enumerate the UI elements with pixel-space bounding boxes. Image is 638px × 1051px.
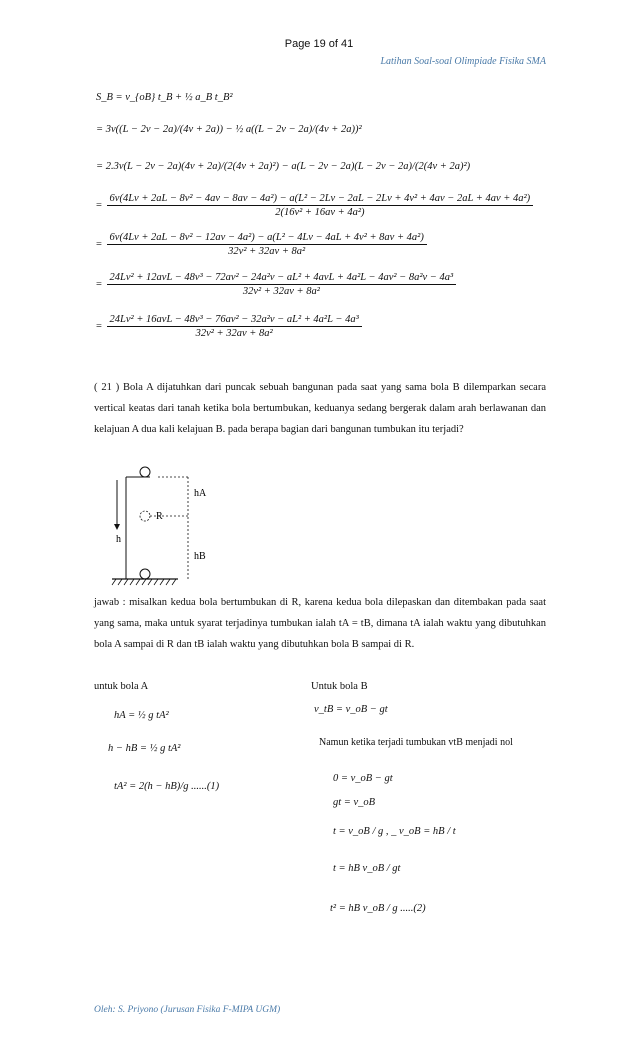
equation-line-4-fraction: 6v(4Lv + 2aL − 8v² − 12av − 4a²) − a(L² − 4Lv − 4aL + 4v² + 8av + 4a²) 32v² + 32av + 8a² (107, 232, 427, 257)
ground-hatching (112, 579, 176, 585)
height-arrow-head (114, 524, 120, 530)
page-footer: Oleh: S. Priyono (Jurusan Fisika F-MIPA UGM) (94, 1005, 281, 1015)
label-r: R (156, 511, 163, 522)
col-b-eq1: v_tB = v_oB − gt (314, 704, 388, 715)
col-a-eq2: h − hB = ½ g tA² (108, 743, 181, 754)
label-ha: hA (194, 488, 207, 499)
ball-collision-position (140, 511, 150, 521)
equation-line-3-fraction: 6v(4Lv + 2aL − 8v² − 4av − 8av − 4a²) − a(L² − 2Lv − 2aL − 2Lv + 4v² + 4av − 2aL + 4av + 4a²) 2(16v² + 16av + 4a²) (107, 193, 534, 218)
equation-line-3: = 6v(4Lv + 2aL − 8v² − 4av − 8av − 4a²) − a(L² − 2Lv − 2aL − 2Lv + 4v² + 4av − 2aL + 4av + 4a²) 2(16v² + 16av + 4a²) (96, 193, 535, 218)
label-h: h (116, 534, 121, 545)
problem-21-text: ( 21 ) Bola A dijatuhkan dari puncak sebuah bangunan pada saat yang sama bola B dilemparkan secara vertical keatas dari tanah ketika bola bertumbukan, keduanya sedang bergerak dalam arah berlawanan dan kelajuan A dua kali kelajuan B. pada berapa bagian dari bangunan tumbukan itu terjadi? (94, 382, 546, 435)
col-b-eq2: 0 = v_oB − gt (333, 773, 393, 784)
col-a-eq3: tA² = 2(h − hB)/g ......(1) (114, 781, 220, 792)
col-a-eq1: hA = ½ g tA² (114, 710, 169, 721)
equation-line-6-fraction: $\frac{\text{24Lv² + 16avL − 48v³ − 76av² − 32a²v − aL² + 4a²L − 4a³}}{\text{32v² + 32av + 8a²}}$ (107, 314, 362, 339)
ball-a (140, 467, 150, 477)
ball-b (140, 569, 150, 579)
col-b-eq6: t² = hB v_oB / g .....(2) (330, 903, 426, 914)
equation-line-5: = 24Lv² + 12avL − 48v³ − 72av² − 24a²v − aL² + 4avL + 4a²L − 4av² − 8a²v − 4a³ 32v² + 32av + 8a² (96, 272, 458, 297)
equation-sb-definition: S_B = v_{oB} t_B + ½ a_B t_B² (96, 92, 233, 103)
equation-line-2: = 2.3v(L − 2v − 2a)(4v + 2a)/(2(4v + 2a)²) − a(L − 2v − 2a)(L − 2v − 2a)/(2(4v + 2a)²) (96, 161, 471, 172)
page-header: Page 19 of 41 (284, 38, 354, 50)
col-b-note: Namun ketika terjadi tumbukan vtB menjadi nol (319, 737, 513, 748)
equation-line-1: = 3v((L − 2v − 2a)/(4v + 2a)) − ½ a((L − 2v − 2a)/(4v + 2a))² (96, 124, 362, 135)
col-b-eq5: t = hB v_oB / gt (333, 863, 401, 874)
label-hb: hB (194, 551, 206, 562)
equation-line-6: = $\frac{\text{24Lv² + 16avL − 48v³ − 76av² − 32a²v − aL² + 4a²L − 4a³}}{\text{32v² + 32av + 8a²}}$ (96, 314, 364, 339)
building-collision-figure (108, 466, 218, 591)
col-b-eq3: gt = v_oB (333, 797, 376, 808)
col-b-eq4: t = v_oB / g , _ v_oB = hB / t (333, 826, 456, 837)
col-a-title: untuk bola A (94, 681, 149, 692)
answer-text: jawab : misalkan kedua bola bertumbukan di R, karena kedua bola dilepaskan dan ditembakan pada saat yang sama, maka untuk syarat terjadinya tumbukan ialah tA = tB, dimana tA ialah waktu yang dibutuhkan bola A sampai di R dan tB ialah waktu yang dibutuhkan bola B sampai di R. (94, 597, 546, 650)
equation-line-5-fraction: 24Lv² + 12avL − 48v³ − 72av² − 24a²v − aL² + 4avL + 4a²L − 4av² − 8a²v − 4a³ 32v² + 32av + 8a² (107, 272, 457, 297)
col-b-title: Untuk bola B (311, 681, 368, 692)
equation-line-4: = 6v(4Lv + 2aL − 8v² − 12av − 4a²) − a(L² − 4Lv − 4aL + 4v² + 8av + 4a²) 32v² + 32av + 8a² (96, 232, 429, 257)
running-title: Latihan Soal-soal Olimpiade Fisika SMA (380, 56, 546, 67)
